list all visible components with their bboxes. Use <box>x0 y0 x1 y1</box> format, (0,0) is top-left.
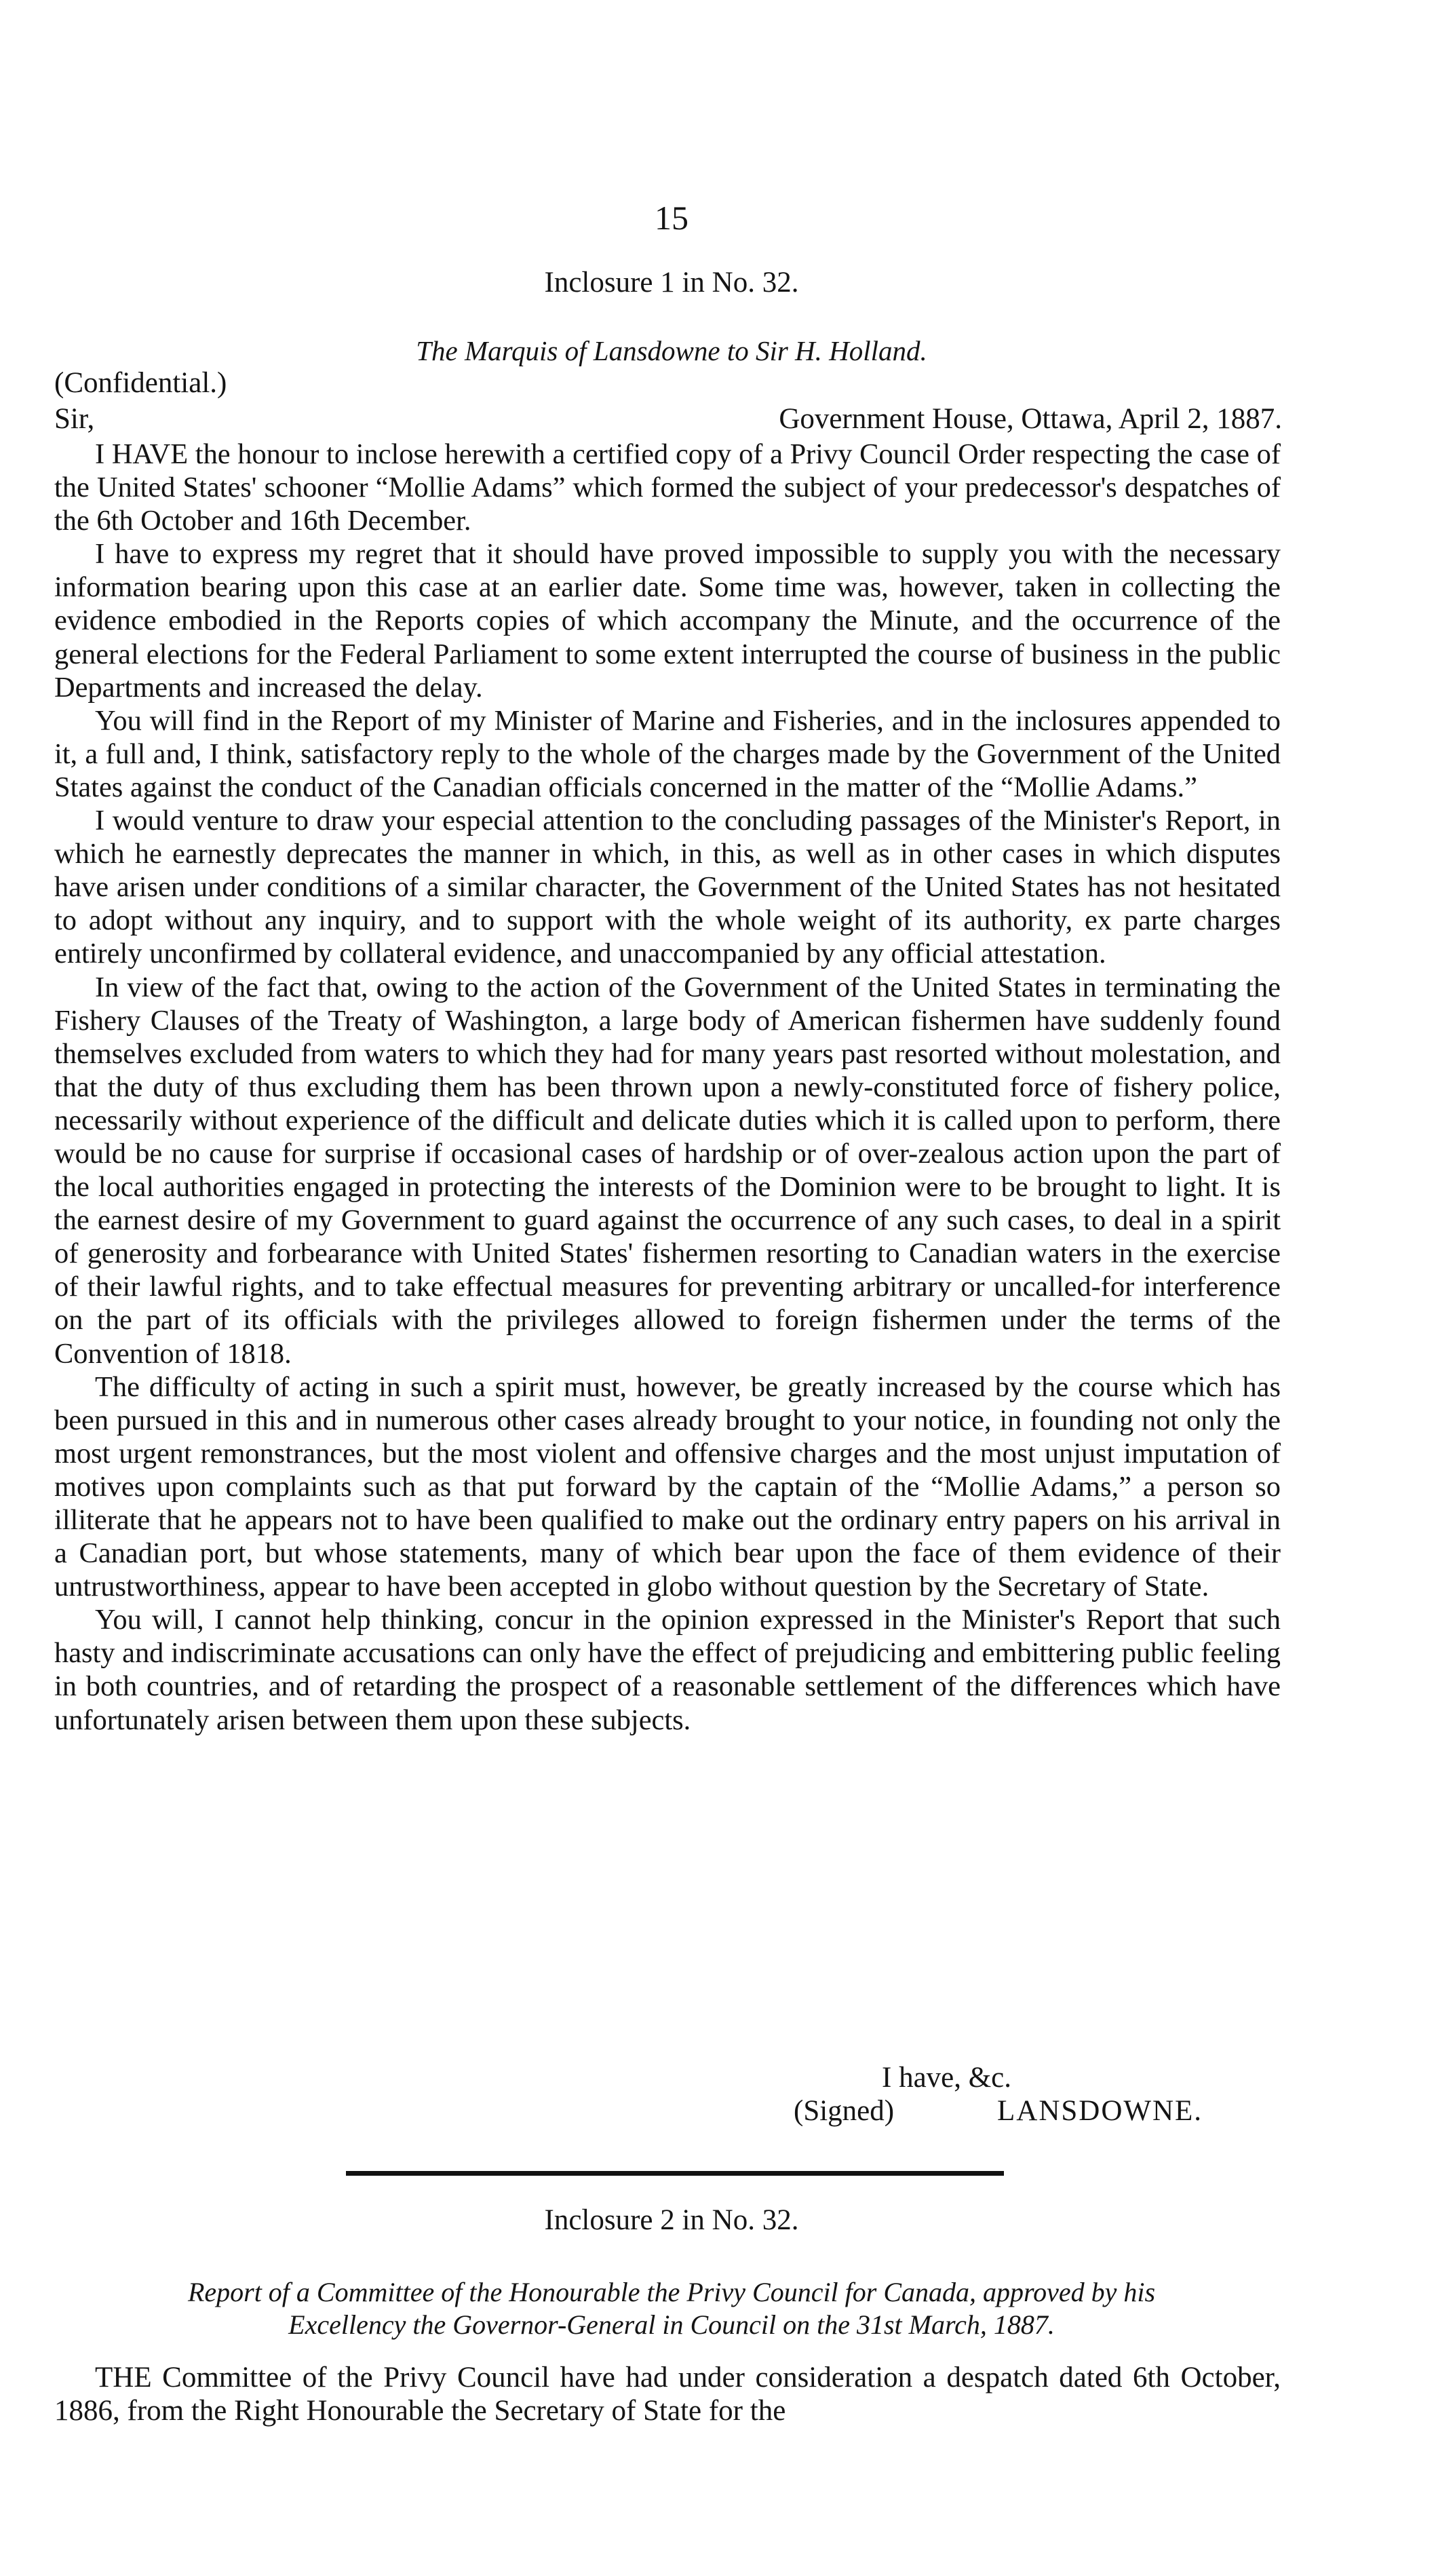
signature-line <box>794 2094 1203 2128</box>
confidential-marking: (Confidential.) <box>54 367 227 399</box>
place-and-date: Government House, Ottawa, April 2, 1887. <box>779 403 1282 435</box>
letter-paragraph: You will find in the Report of my Minister of Marine and Fisheries, and in the inclosures appended to it, a full and, I think, satisfactory reply to the whole of the charges made by the Government of the United States against the conduct of the Canadian officials concerned in the matter of the “Mollie Adams.” <box>54 704 1281 803</box>
signatory-name: LANSDOWNE. <box>997 2095 1203 2127</box>
letter-paragraph: The difficulty of acting in such a spirit must, however, be greatly increased by the course which has been pursued in this and in numerous other cases already brought to your notice, in founding not only the most urgent remonstrances, but the most violent and offensive charges and the most unjust imputation of motives upon complaints such as that put forward by the captain of the “Mollie Adams,” a person so illiterate that he appears not to have been qualified to make out the ordinary entry papers on his arrival in a Canadian port, but whose statements, many of which bear upon the face of them evidence of their untrustworthiness, appear to have been accepted in globo without question by the Secretary of State. <box>54 1370 1281 1603</box>
report-title <box>68 2276 1275 2341</box>
letter-paragraph: I HAVE the honour to inclose herewith a certified copy of a Privy Council Order respecting the case of the United States' schooner “Mollie Adams” which formed the subject of your predecessor's despatches of the 6th October and 16th December. <box>54 438 1281 537</box>
inclosure-1-heading: Inclosure 1 in No. 32. <box>544 267 799 299</box>
letter-paragraph: I have to express my regret that it should have proved impossible to supply you with the necessary information bearing upon this case at an earlier date. Some time was, however, taken in collecting the evidence embodied in the Reports copies of which accompany the Minute, and the occurrence of the general elections for the Federal Parliament to some extent interrupted the course of business in the public Departments and increased the delay. <box>54 538 1281 704</box>
inclosure-2-heading: Inclosure 2 in No. 32. <box>544 2204 799 2236</box>
letter-paragraph: In view of the fact that, owing to the action of the Government of the United States in terminating the Fishery Clauses of the Treaty of Washington, a large body of American fishermen have suddenly found themselves excluded from waters to which they had for many years past resorted without molestation, and that the duty of thus excluding them has been thrown upon a newly-constituted force of fishery police, necessarily without experience of the difficult and delicate duties which it is called upon to perform, there would be no cause for surprise if occasional cases of hardship or of over-zealous action upon the part of the local authorities engaged in protecting the interests of the Dominion were to be brought to light. It is the earnest desire of my Government to guard against the occurrence of any such cases, to deal in a spirit of generosity and forbearance with United States' fishermen resorting to Canadian waters in the exercise of their lawful rights, and to take effectual measures for preventing arbitrary or uncalled-for interference on the part of its officials with the privileges allowed to foreign fishermen under the terms of the Convention of 1818. <box>54 971 1281 1370</box>
report-body <box>54 2361 1281 2427</box>
report-paragraph: THE Committee of the Privy Council have had under consideration a despatch dated 6th October, 1886, from the Right Honourable the Secretary of State for the <box>54 2362 1281 2427</box>
signed-label: (Signed) <box>794 2095 895 2127</box>
letter-paragraph: You will, I cannot help thinking, concur in the opinion expressed in the Minister's Report that such hasty and indiscriminate accusations can only have the effect of prejudicing and embittering public feeling in both countries, and of retarding the prospect of a reasonable settlement of the differences which have unfortunately arisen between them upon these subjects. <box>54 1604 1281 1736</box>
signoff <box>794 2061 1203 2128</box>
salutation-line <box>54 402 1282 436</box>
section-divider <box>346 2171 1004 2176</box>
closing-line: I have, &c. <box>882 2062 1012 2094</box>
report-title-line-2: Excellency the Governor-General in Council on the 31st March, 1887. <box>288 2309 1055 2340</box>
letter-title: The Marquis of Lansdowne to Sir H. Holland. <box>416 335 927 366</box>
letter-body <box>54 438 1281 1737</box>
page-number: 15 <box>655 199 688 237</box>
salutation: Sir, <box>54 403 95 435</box>
letter-paragraph: I would venture to draw your especial attention to the concluding passages of the Minister's Report, in which he earnestly deprecates the manner in which, in this, as well as in other cases in which disputes have arisen under conditions of a similar character, the Government of the United States has not hesitated to adopt without any inquiry, and to support with the whole weight of its authority, ex parte charges entirely unconfirmed by collateral evidence, and unaccompanied by any official attestation. <box>54 805 1281 970</box>
report-title-line-1: Report of a Committee of the Honourable the Privy Council for Canada, approved by his <box>187 2277 1156 2307</box>
